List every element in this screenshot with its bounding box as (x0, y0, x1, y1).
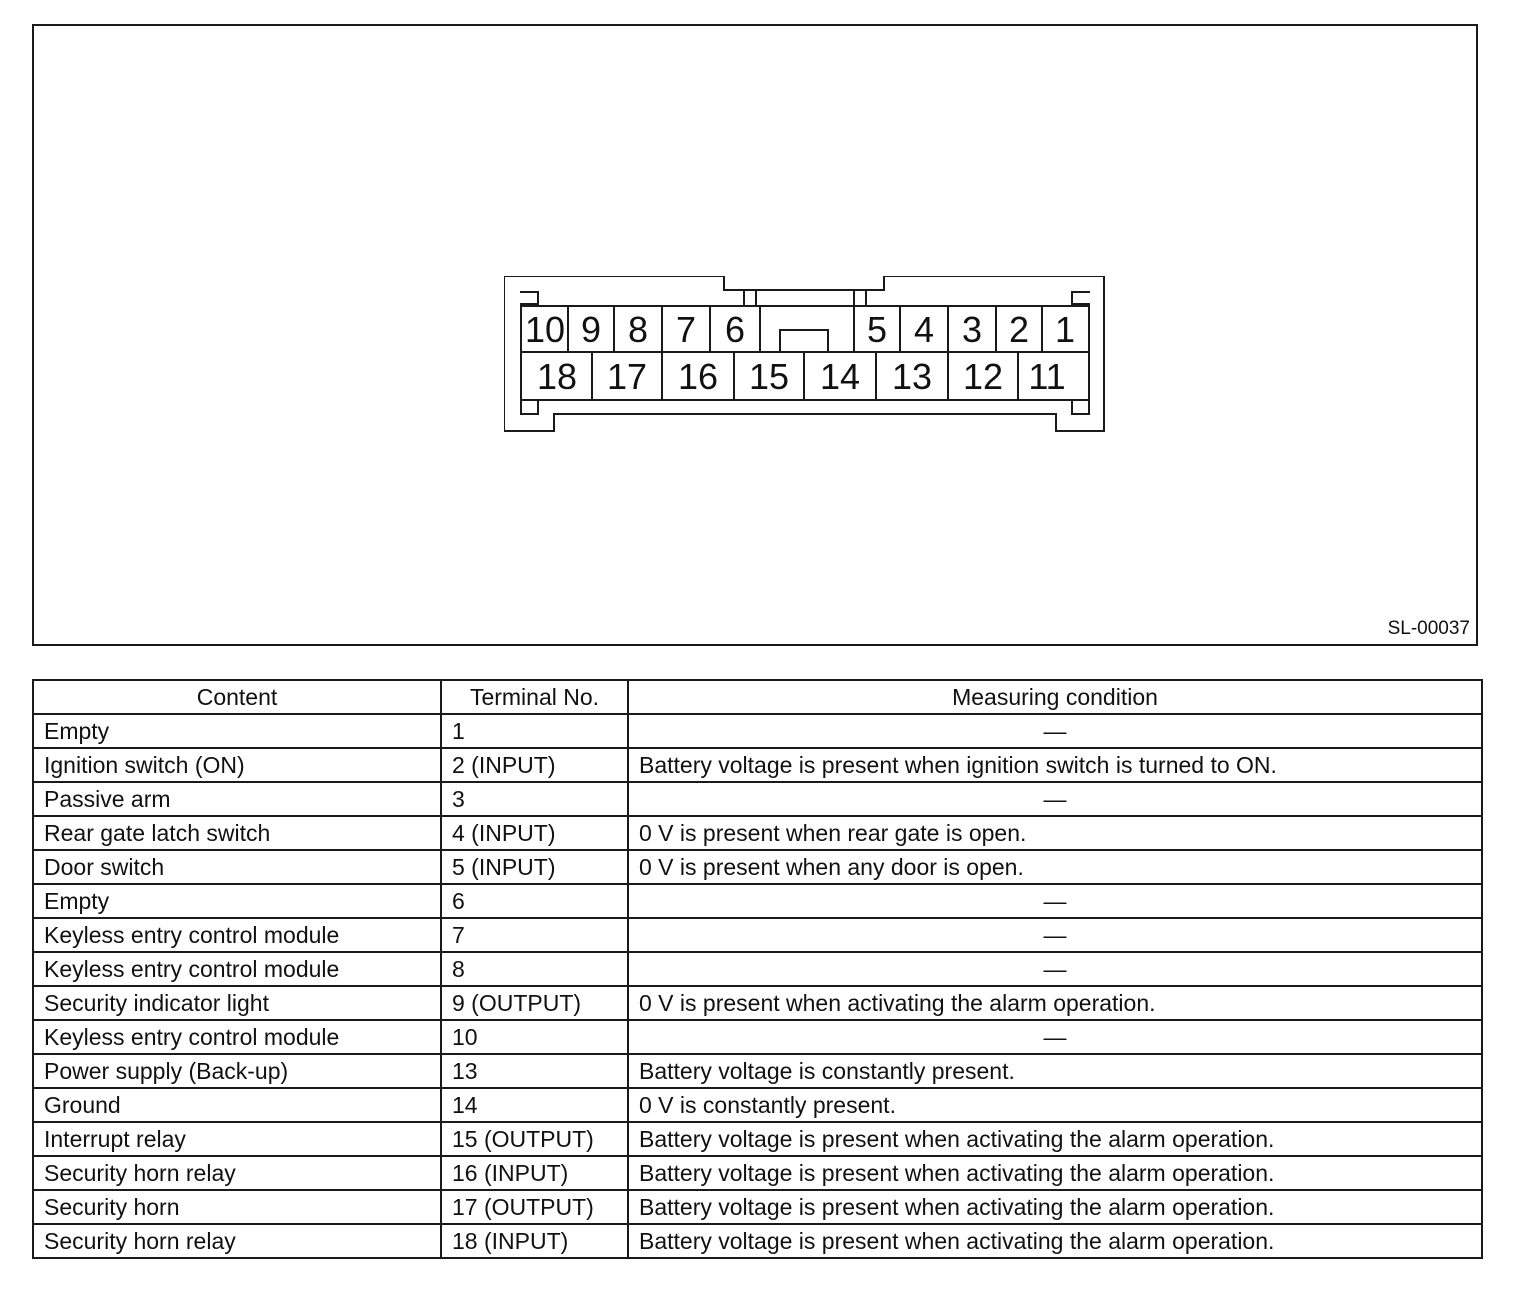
table-header-row (33, 680, 1482, 714)
table-row (33, 1020, 1482, 1054)
content-cell: Rear gate latch switch (33, 816, 441, 850)
condition-cell: — (628, 714, 1482, 748)
table-row (33, 884, 1482, 918)
table-row (33, 1122, 1482, 1156)
condition-cell: Battery voltage is present when activating the alarm operation. (628, 1122, 1482, 1156)
content-cell: Security indicator light (33, 986, 441, 1020)
pin-17: 17 (606, 356, 648, 397)
condition-cell: Battery voltage is present when activating the alarm operation. (628, 1190, 1482, 1224)
terminal-cell: 3 (441, 782, 628, 816)
condition-cell: 0 V is present when activating the alarm operation. (628, 986, 1482, 1020)
table-row (33, 1224, 1482, 1258)
condition-cell: Battery voltage is constantly present. (628, 1054, 1482, 1088)
content-cell: Interrupt relay (33, 1122, 441, 1156)
condition-cell: 0 V is present when any door is open. (628, 850, 1482, 884)
terminal-cell: 7 (441, 918, 628, 952)
header-measuring-condition: Measuring condition (628, 680, 1482, 714)
content-cell: Empty (33, 884, 441, 918)
content-cell: Door switch (33, 850, 441, 884)
pin-15: 15 (748, 356, 790, 397)
terminal-cell: 8 (441, 952, 628, 986)
condition-cell: Battery voltage is present when ignition switch is turned to ON. (628, 748, 1482, 782)
terminal-cell: 5 (INPUT) (441, 850, 628, 884)
terminal-spec-table (32, 679, 1483, 1259)
table-row (33, 1156, 1482, 1190)
figure-id: SL-00037 (1387, 618, 1470, 639)
pin-9: 9 (580, 309, 602, 350)
terminal-cell: 2 (INPUT) (441, 748, 628, 782)
table-row (33, 986, 1482, 1020)
condition-cell: 0 V is present when rear gate is open. (628, 816, 1482, 850)
pin-16: 16 (677, 356, 719, 397)
table-row (33, 748, 1482, 782)
table-row (33, 952, 1482, 986)
connector-figure (32, 24, 1478, 646)
header-terminal-no: Terminal No. (441, 680, 628, 714)
content-cell: Empty (33, 714, 441, 748)
pin-10: 10 (524, 309, 566, 350)
pin-18: 18 (536, 356, 578, 397)
pin-5: 5 (866, 309, 888, 350)
content-cell: Security horn relay (33, 1156, 441, 1190)
content-cell: Keyless entry control module (33, 952, 441, 986)
pin-3: 3 (961, 309, 983, 350)
condition-cell: — (628, 952, 1482, 986)
pin-6: 6 (724, 309, 746, 350)
condition-cell: Battery voltage is present when activating the alarm operation. (628, 1156, 1482, 1190)
table-row (33, 1054, 1482, 1088)
terminal-cell: 10 (441, 1020, 628, 1054)
table-row (33, 850, 1482, 884)
content-cell: Keyless entry control module (33, 918, 441, 952)
header-content: Content (33, 680, 441, 714)
content-cell: Ground (33, 1088, 441, 1122)
terminal-cell: 4 (INPUT) (441, 816, 628, 850)
table-row (33, 782, 1482, 816)
content-cell: Keyless entry control module (33, 1020, 441, 1054)
table-row (33, 918, 1482, 952)
connector-outline (504, 276, 1106, 432)
content-cell: Power supply (Back-up) (33, 1054, 441, 1088)
condition-cell: Battery voltage is present when activating the alarm operation. (628, 1224, 1482, 1258)
connector-diagram (504, 276, 1106, 432)
pin-4: 4 (913, 309, 935, 350)
terminal-cell: 1 (441, 714, 628, 748)
table-row (33, 1088, 1482, 1122)
terminal-cell: 6 (441, 884, 628, 918)
terminal-cell: 15 (OUTPUT) (441, 1122, 628, 1156)
terminal-cell: 13 (441, 1054, 628, 1088)
terminal-cell: 18 (INPUT) (441, 1224, 628, 1258)
pin-11: 11 (1028, 356, 1066, 397)
table-body (33, 714, 1482, 1258)
pin-12: 12 (962, 356, 1004, 397)
pin-8: 8 (627, 309, 649, 350)
pin-13: 13 (891, 356, 933, 397)
terminal-cell: 9 (OUTPUT) (441, 986, 628, 1020)
pin-2: 2 (1008, 309, 1030, 350)
table-row (33, 816, 1482, 850)
pin-7: 7 (675, 309, 697, 350)
condition-cell: — (628, 918, 1482, 952)
content-cell: Ignition switch (ON) (33, 748, 441, 782)
pin-14: 14 (819, 356, 861, 397)
content-cell: Security horn (33, 1190, 441, 1224)
terminal-cell: 14 (441, 1088, 628, 1122)
condition-cell: 0 V is constantly present. (628, 1088, 1482, 1122)
terminal-cell: 17 (OUTPUT) (441, 1190, 628, 1224)
content-cell: Security horn relay (33, 1224, 441, 1258)
content-cell: Passive arm (33, 782, 441, 816)
condition-cell: — (628, 884, 1482, 918)
table-row (33, 714, 1482, 748)
condition-cell: — (628, 782, 1482, 816)
terminal-cell: 16 (INPUT) (441, 1156, 628, 1190)
table-row (33, 1190, 1482, 1224)
condition-cell: — (628, 1020, 1482, 1054)
pin-1: 1 (1054, 309, 1076, 350)
